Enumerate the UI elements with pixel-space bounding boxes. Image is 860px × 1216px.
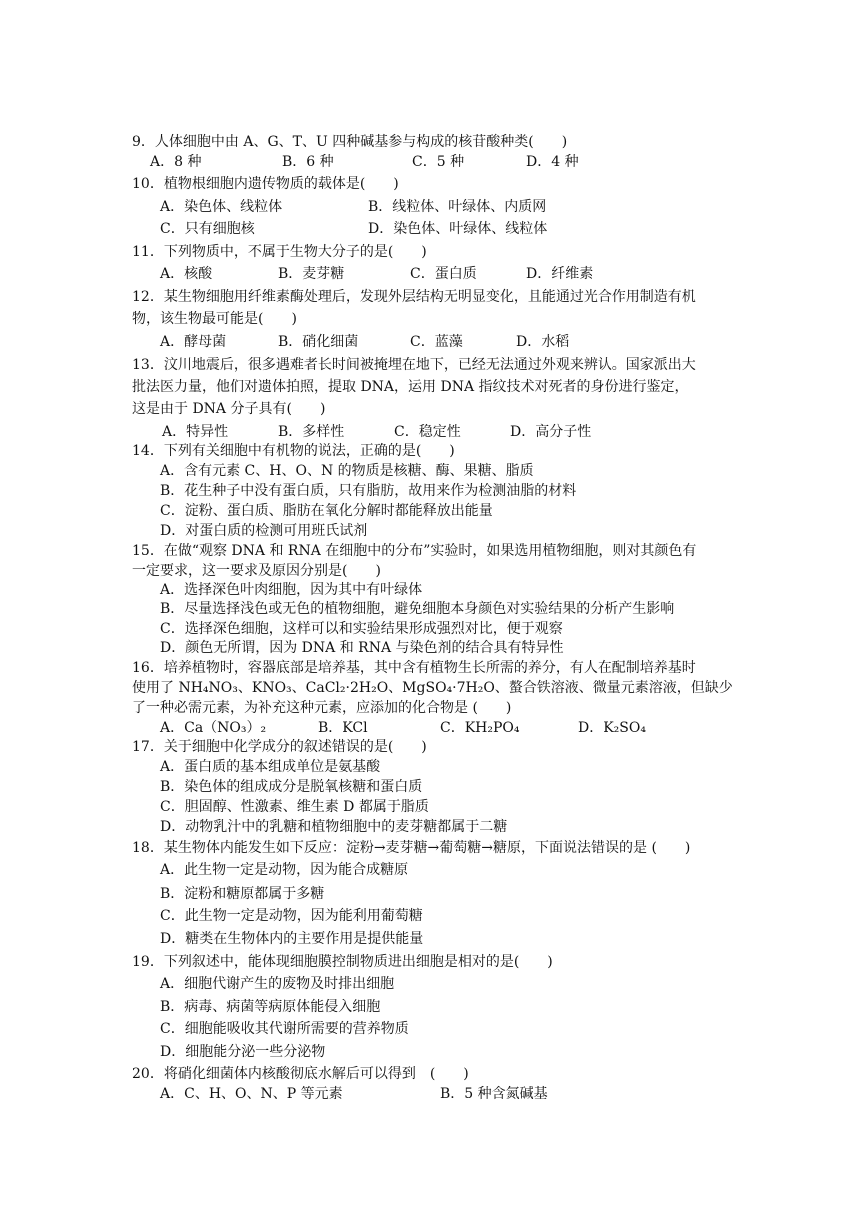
question-14-option-b: B．花生种子中没有蛋白质，只有脂肪，故用来作为检测油脂的材料 [160,483,577,499]
question-16-option-c: C．KH₂PO₄ [440,720,520,736]
question-13-stem-line-2: 批法医力量，他们对遗体拍照，提取 DNA，运用 DNA 指纹技术对死者的身份进行鉴定， [132,379,689,395]
question-9-option-d: D．4 种 [526,154,579,170]
question-12-stem-line-1: 12．某生物细胞用纤维素酶处理后，发现外层结构无明显变化，且能通过光合作用制造有机 [132,289,696,305]
question-10-stem: 10．植物根细胞内遗传物质的载体是( ) [132,176,399,192]
question-10-option-b: B．线粒体、叶绿体、内质网 [368,199,547,215]
question-13-stem-line-3: 这是由于 DNA 分子具有( ) [132,401,326,417]
question-16-option-a: A．Ca（NO₃）₂ [160,720,267,736]
question-13-option-b: B．多样性 [278,424,345,440]
question-20-option-b: B．5 种含氮碱基 [440,1086,548,1102]
question-19-option-c: C．细胞能吸收其代谢所需要的营养物质 [160,1021,409,1037]
question-12-stem-line-2: 物，该生物最可能是( ) [132,311,297,327]
question-9-stem: 9．人体细胞中由 A、G、T、U 四种碱基参与构成的核苷酸种类( ) [132,134,568,150]
question-14-option-a: A．含有元素 C、H、O、N 的物质是核糖、酶、果糖、脂质 [160,463,534,479]
question-17-option-b: B．染色体的组成成分是脱氧核糖和蛋白质 [160,779,423,795]
question-9-option-a: A．8 种 [150,154,202,170]
question-16-stem-line-2: 使用了 NH₄NO₃、KNO₃、CaCl₂·2H₂O、MgSO₄·7H₂O、螯合铁溶液、微量元素溶液，但缺少 [132,680,733,696]
question-9-option-c: C．5 种 [412,154,465,170]
question-16-stem-line-3: 了一种必需元素，为补充这种元素，应添加的化合物是 ( ) [132,700,512,716]
question-14-option-d: D．对蛋白质的检测可用班氏试剂 [160,523,368,539]
question-18-option-d: D．糖类在生物体内的主要作用是提供能量 [160,931,424,947]
question-17-option-a: A．蛋白质的基本组成单位是氨基酸 [160,759,381,775]
question-20-stem: 20．将硝化细菌体内核酸彻底水解后可以得到 ( ) [132,1066,469,1082]
question-15-stem-line-1: 15．在做“观察 DNA 和 RNA 在细胞中的分布”实验时，如果选用植物细胞，则对其颜色有 [132,543,697,559]
question-18-option-a: A．此生物一定是动物，因为能合成糖原 [160,862,409,878]
question-11-stem: 11．下列物质中，不属于生物大分子的是( ) [132,244,427,260]
question-12-option-b: B．硝化细菌 [278,334,359,350]
question-20-option-a: A．C、H、O、N、P 等元素 [160,1086,343,1102]
question-14-stem: 14．下列有关细胞中有机物的说法，正确的是( ) [132,443,455,459]
question-11-option-b: B．麦芽糖 [278,266,345,282]
question-17-stem: 17．关于细胞中化学成分的叙述错误的是( ) [132,739,427,755]
question-13-option-d: D．高分子性 [510,424,592,440]
question-18-option-c: C．此生物一定是动物，因为能利用葡萄糖 [160,908,423,924]
question-15-stem-line-2: 一定要求，这一要求及原因分别是( ) [132,563,381,579]
question-15-option-a: A．选择深色叶肉细胞，因为其中有叶绿体 [160,582,423,598]
question-11-option-a: A．核酸 [160,266,213,282]
question-10-option-c: C．只有细胞核 [160,221,255,237]
question-19-stem: 19．下列叙述中，能体现细胞膜控制物质进出细胞是相对的是( ) [132,954,553,970]
question-13-option-c: C．稳定性 [394,424,461,440]
question-14-option-c: C．淀粉、蛋白质、脂肪在氧化分解时都能释放出能量 [160,503,493,519]
question-18-stem: 18．某生物体内能发生如下反应：淀粉→麦芽糖→葡萄糖→糖原，下面说法错误的是 ( ) [132,840,691,856]
question-19-option-d: D．细胞能分泌一些分泌物 [160,1044,326,1060]
question-17-option-c: C．胆固醇、性激素、维生素 D 都属于脂质 [160,799,429,815]
question-18-option-b: B．淀粉和糖原都属于多糖 [160,886,325,902]
question-13-option-a: A．特异性 [162,424,229,440]
question-12-option-d: D．水稻 [516,334,570,350]
question-12-option-a: A．酵母菌 [160,334,227,350]
question-17-option-d: D．动物乳汁中的乳糖和植物细胞中的麦芽糖都属于二糖 [160,819,508,835]
question-19-option-b: B．病毒、病菌等病原体能侵入细胞 [160,999,381,1015]
question-16-stem-line-1: 16．培养植物时，容器底部是培养基，其中含有植物生长所需的养分，有人在配制培养基时 [132,660,696,676]
question-16-option-d: D．K₂SO₄ [578,720,646,736]
question-9-option-b: B．6 种 [282,154,334,170]
question-15-option-b: B．尽量选择浅色或无色的植物细胞，避免细胞本身颜色对实验结果的分析产生影响 [160,601,675,617]
question-10-option-d: D．染色体、叶绿体、线粒体 [368,221,548,237]
question-11-option-c: C．蛋白质 [410,266,477,282]
question-12-option-c: C．蓝藻 [410,334,463,350]
question-15-option-d: D．颜色无所谓，因为 DNA 和 RNA 与染色剂的结合具有特异性 [160,640,564,656]
question-13-stem-line-1: 13．汶川地震后，很多遇难者长时间被掩埋在地下，已经无法通过外观来辨认。国家派出大 [132,357,696,373]
question-15-option-c: C．选择深色细胞，这样可以和实验结果形成强烈对比，便于观察 [160,621,563,637]
question-16-option-b: B．KCl [318,720,368,736]
question-19-option-a: A．细胞代谢产生的废物及时排出细胞 [160,976,395,992]
question-10-option-a: A．染色体、线粒体 [160,199,283,215]
question-11-option-d: D．纤维素 [526,266,594,282]
